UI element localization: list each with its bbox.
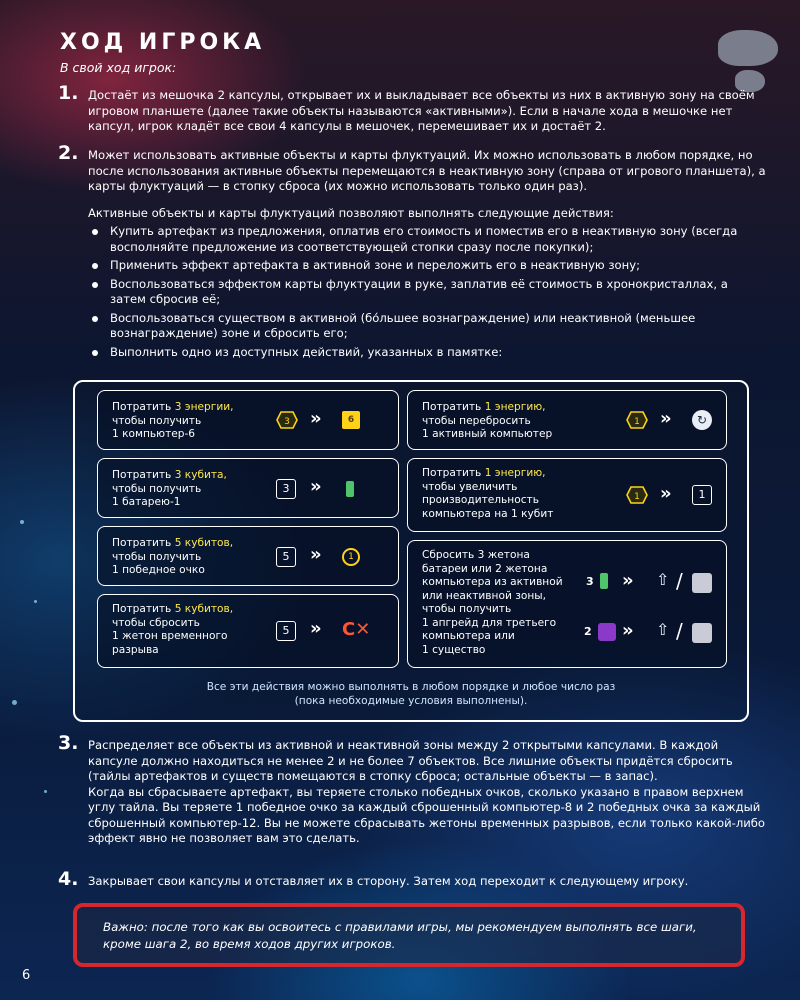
step-number: 3. (58, 732, 79, 754)
arrow-icon: » (660, 408, 666, 429)
svg-text:1: 1 (634, 417, 640, 427)
time-rift-icon: C✕ (342, 619, 371, 640)
action-card (97, 458, 399, 518)
list-item: Воспользоваться эффектом карты флуктуации в руке, заплатив её стоимость в хронокристаллах, а затем сбросив её; (88, 277, 748, 308)
action-line: чтобы получить (422, 603, 512, 615)
action-line: чтобы увеличить (422, 480, 518, 493)
action-card (97, 594, 399, 668)
list-item: Выполнить одно из доступных действий, указанных в памятке: (88, 345, 748, 361)
reroll-icon: ↻ (692, 410, 712, 430)
step-number: 2. (58, 142, 79, 164)
action-line: 1 жетон временного (112, 630, 228, 642)
action-line: чтобы получить (112, 482, 202, 495)
victory-point-icon: 1 (342, 548, 360, 566)
action-line: 1 активный компьютер (422, 428, 553, 440)
quantity-label: 3 (586, 575, 594, 588)
action-line: Потратить (112, 469, 175, 481)
action-line: 1 батарею-1 (112, 496, 181, 508)
action-line: Потратить (112, 401, 175, 413)
energy-hex-icon (626, 486, 648, 504)
step-number: 4. (58, 868, 79, 890)
action-line: батареи или 2 жетона (422, 562, 548, 575)
action-line: разрыва (112, 643, 159, 656)
upgrade-icon: ⇧ (656, 570, 670, 589)
action-line: или неактивной зоны, (422, 589, 546, 602)
slash-separator: / (676, 619, 683, 643)
creature-icon (692, 623, 712, 643)
quantity-label: 2 (584, 625, 592, 638)
arrow-icon: » (310, 476, 316, 497)
action-card (97, 526, 399, 586)
action-card (407, 390, 727, 450)
action-cost-highlight: 1 энергию, (484, 467, 546, 479)
actions-intro: Активные объекты и карты флуктуаций позволяют выполнять следующие действия: (88, 206, 614, 220)
action-line: чтобы перебросить (422, 414, 531, 427)
qubit-icon: 3 (276, 479, 296, 499)
action-line: 1 победное очко (112, 564, 205, 576)
battery-icon (600, 573, 608, 589)
panel-note (75, 680, 747, 708)
list-item: Воспользоваться существом в активной (бо́льшее вознаграждение) или неактивной (меньшее вознаграждение) зоне и сбросить его; (88, 311, 748, 342)
upgrade-icon: ⇧ (656, 620, 670, 639)
list-item: Применить эффект артефакта в активной зоне и переложить его в неактивную зону; (88, 258, 748, 274)
arrow-icon: » (622, 620, 628, 641)
creature-icon (692, 573, 712, 593)
step-paragraph: Когда вы сбрасываете артефакт, вы теряете столько победных очков, сколько указано в правом верхнем углу тайла. Вы теряете 1 победное очко за каждый сброшенный компьютер-8 и 2 победных очка за каждый сброшенный компьютер-12. Вы не можете сбрасывать жетоны временных разрывов, если только какой-либо эффект явно не позволяет вам это сделать. (88, 784, 766, 845)
action-line: 1 существо (422, 643, 486, 656)
computer-icon: 6 (342, 411, 360, 429)
action-cost-highlight: 5 кубитов, (174, 537, 234, 549)
actions-list (88, 224, 748, 363)
action-line: компьютера из активной (422, 576, 563, 588)
panel-note-line: Все эти действия можно выполнять в любом порядке и любое число раз (206, 681, 616, 693)
important-note-text: Важно: после того как вы освоитесь с правилами игры, мы рекомендуем выполнять все шаги, кроме шага 2, во время ходов других игроков. (103, 920, 697, 951)
action-line: Потратить (422, 401, 485, 413)
particle-decoration (44, 790, 47, 793)
page-number: 6 (22, 968, 31, 983)
particle-decoration (34, 600, 37, 603)
qubit-icon: 1 (692, 485, 712, 505)
arrow-icon: » (310, 618, 316, 639)
action-line: Потратить (112, 603, 175, 615)
panel-note-line: (пока необходимые условия выполнены). (294, 695, 528, 707)
action-card (407, 458, 727, 532)
slash-separator: / (676, 569, 683, 593)
action-line: чтобы получить (112, 550, 202, 563)
step-text: Закрывает свои капсулы и отставляет их в сторону. Затем ход переходит к следующему игроку. (88, 874, 689, 888)
arrow-icon: » (310, 544, 316, 565)
action-line: чтобы получить (112, 414, 202, 427)
action-reference-panel (73, 380, 749, 722)
action-line: Потратить (112, 537, 175, 549)
step-text (88, 738, 768, 847)
action-cost-highlight: 3 кубита, (174, 469, 227, 481)
particle-decoration (20, 520, 24, 524)
qubit-icon: 5 (276, 621, 296, 641)
svg-text:1: 1 (634, 492, 640, 502)
energy-hex-icon (276, 411, 298, 429)
action-line: компьютера или (422, 630, 515, 642)
page-title: ХОД ИГРОКА (60, 30, 266, 55)
action-cost-highlight: 1 энергию, (484, 401, 546, 413)
list-item: Купить артефакт из предложения, оплатив его стоимость и поместив его в неактивную зону (всегда восполняйте предложение из соответствующей стопки сразу после покупки); (88, 224, 748, 255)
step-number: 1. (58, 82, 79, 104)
svg-text:3: 3 (284, 417, 290, 427)
particle-decoration (12, 700, 17, 705)
step-text: Может использовать активные объекты и карты флуктуаций. Их можно использовать в любом порядке, но после использования активные объекты перемещаются в неактивную зону (справа от игрового планшета), а карты флуктуаций — в стопку сброса (их можно использовать только один раз). (88, 148, 766, 193)
action-line: 1 компьютер-6 (112, 428, 196, 440)
action-cost-highlight: 5 кубитов, (174, 603, 234, 615)
action-line: производительность (422, 494, 539, 506)
important-note-box (73, 903, 745, 967)
action-line: 1 апгрейд для третьего (422, 616, 557, 629)
arrow-icon: » (660, 483, 666, 504)
action-cost-highlight: 3 энергии, (174, 401, 234, 413)
step-text: Достаёт из мешочка 2 капсулы, открывает их и выкладывает все объекты из них в активную зону на своём игровом планшете (далее такие объекты называются «активными»). Если в начале хода в мешочке нет капсул, игрок кладёт все свои 4 капсулы в мешочек, перемешивает их и достаёт 2. (88, 88, 755, 133)
action-line: компьютера на 1 кубит (422, 507, 554, 520)
action-card (97, 390, 399, 450)
energy-hex-icon (626, 411, 648, 429)
qubit-icon: 5 (276, 547, 296, 567)
action-line: чтобы сбросить (112, 616, 200, 629)
intro-text: В свой ход игрок: (60, 60, 177, 75)
action-card (407, 540, 727, 668)
action-line: Потратить (422, 467, 485, 479)
action-line: Сбросить 3 жетона (422, 549, 530, 561)
step-paragraph: Распределяет все объекты из активной и неактивной зоны между 2 открытыми капсулами. В каждой капсуле должно находиться не менее 2 и не более 7 объектов. Все лишние объекты придётся сбросить (тайлы артефактов и существ помещаются в стопку сброса; остальные объекты — в запас). (88, 738, 733, 783)
asteroid-decoration (718, 30, 778, 66)
arrow-icon: » (622, 570, 628, 591)
computer-dice-icon (598, 623, 616, 641)
battery-icon (346, 481, 354, 497)
arrow-icon: » (310, 408, 316, 429)
